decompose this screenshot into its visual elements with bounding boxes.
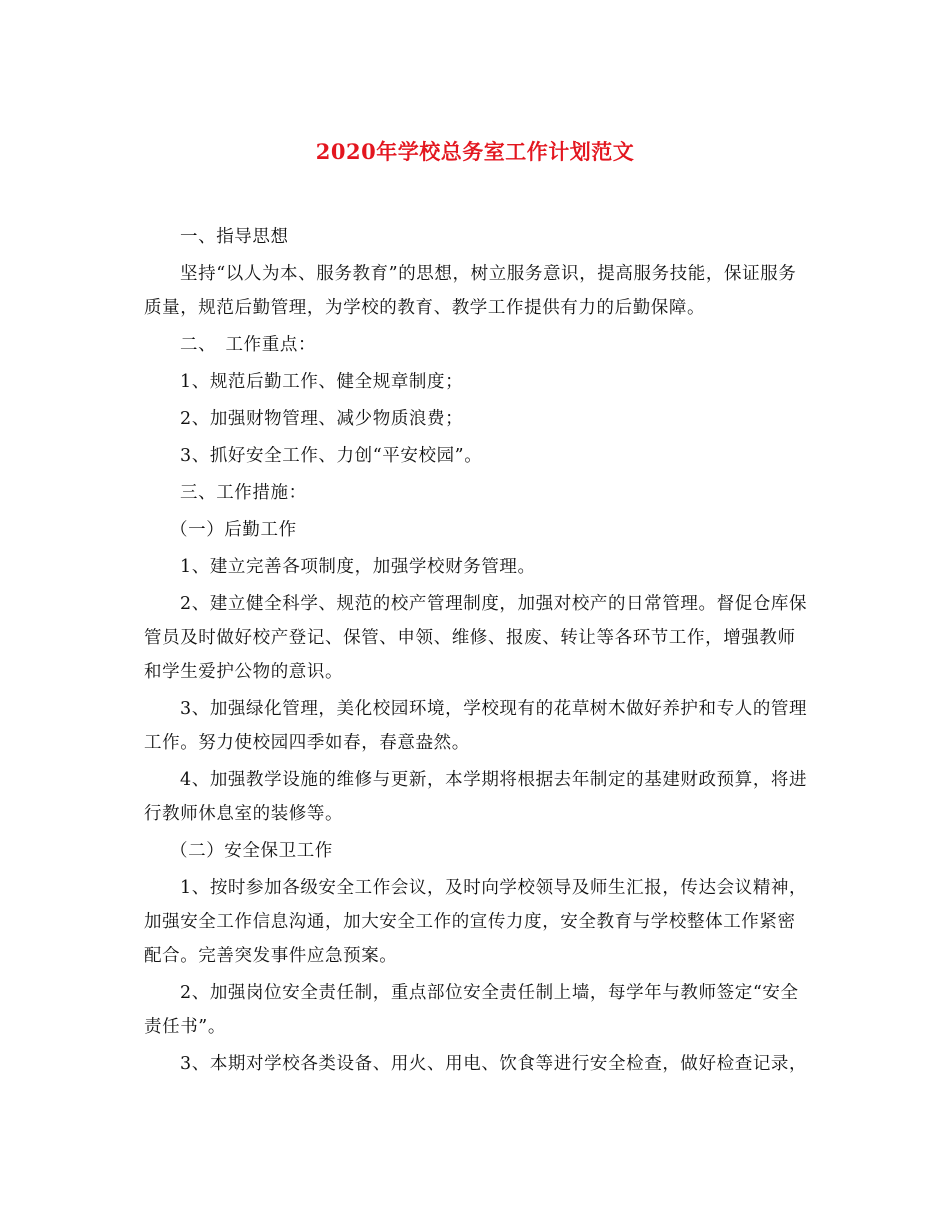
paragraph: 4、加强教学设施的维修与更新，本学期将根据去年制定的基建财政预算，将进行教师休息室的装修等。 [144, 770, 808, 824]
paragraph: 3、抓好安全工作、力创“平安校园”。 [180, 446, 483, 466]
paragraph: 2、建立健全科学、规范的校产管理制度，加强对校产的日常管理。督促仓库保管员及时做好校产登记、保管、申领、维修、报废、转让等各环节工作，增强教师和学生爱护公物的意识。 [144, 594, 808, 682]
paragraph: 3、加强绿化管理，美化校园环境，学校现有的花草树木做好养护和专人的管理工作。努力使校园四季如春，春意盎然。 [144, 699, 808, 753]
paragraph: （二）安全保卫工作 [170, 841, 333, 861]
document-body [144, 220, 810, 1084]
document-title: 2020年学校总务室工作计划范文 [315, 139, 635, 164]
paragraph: 2、加强岗位安全责任制，重点部位安全责任制上墙，每学年与教师签定“安全责任书”。 [144, 983, 799, 1037]
paragraph: 2、加强财物管理、减少物质浪费； [180, 409, 464, 429]
paragraph: 3、本期对学校各类设备、用火、用电、饮食等进行安全检查，做好检查记录， [180, 1054, 808, 1074]
paragraph: 1、规范后勤工作、健全规章制度； [180, 372, 464, 392]
paragraph: 一、指导思想 [180, 227, 289, 247]
paragraph: 三、工作措施： [180, 483, 307, 503]
paragraph: 二、 工作重点： [180, 335, 317, 355]
paragraph: 1、建立完善各项制度，加强学校财务管理。 [180, 557, 536, 577]
paragraph: （一）后勤工作 [170, 520, 297, 540]
paragraph: 坚持“以人为本、服务教育”的思想，树立服务意识，提高服务技能，保证服务质量，规范后勤管理，为学校的教育、教学工作提供有力的后勤保障。 [144, 264, 797, 318]
paragraph: 1、按时参加各级安全工作会议，及时向学校领导及师生汇报，传达会议精神，加强安全工作信息沟通，加大安全工作的宣传力度，安全教育与学校整体工作紧密配合。完善突发事件应急预案。 [144, 878, 808, 966]
